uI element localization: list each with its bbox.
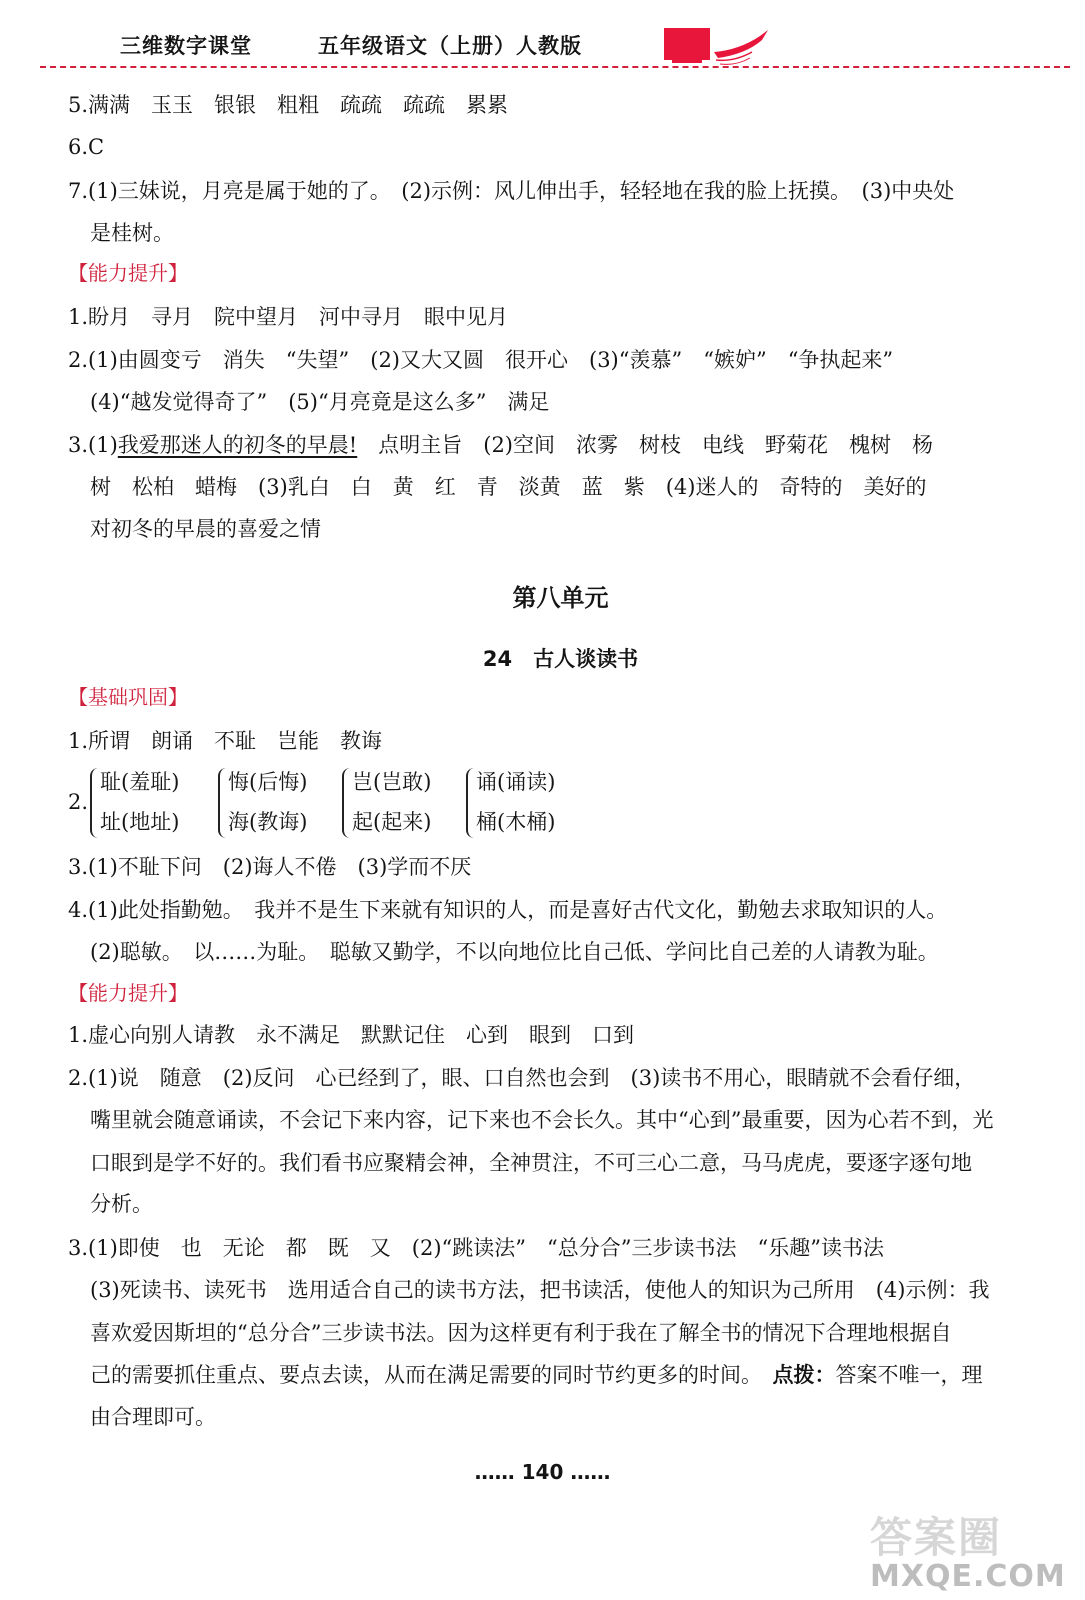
answer-text: 答案不唯一，理 [835, 1363, 983, 1387]
answer-line: 分析。 [90, 1192, 153, 1216]
answer-line: 2.(1)说 随意 (2)反问 心已经到了，眼、口自然也会到 (3)读书不用心，眼睛就不会看仔细， [68, 1066, 976, 1090]
underlined-sentence: 我爱那迷人的初冬的早晨! [117, 433, 358, 457]
answer-line: (4)“越发觉得奇了” (5)“月亮竟是这么多” 满足 [90, 390, 550, 414]
answer-line: 口眼到是学不好的。我们看书应聚精会神，全神贯注，不可三心二意，马马虎虎，要逐字逐句地 [90, 1151, 972, 1175]
header-divider [40, 66, 1070, 68]
answer-line: 1.虚心向别人请教 永不满足 默默记住 心到 眼到 口到 [68, 1023, 635, 1047]
answer-line: 树 松柏 蜡梅 (3)乳白 白 黄 红 青 淡黄 蓝 紫 (4)迷人的 奇特的 美好的 [90, 475, 927, 499]
word-pair-group [68, 762, 668, 844]
section-tag: 【能力提升】 [68, 261, 188, 285]
answer-line: 2.(1)由圆变亏 消失 “失望” (2)又大又圆 很开心 (3)“羡慕” “嫉妒” “争执起来” [68, 348, 894, 372]
watermark-logo [870, 1505, 1080, 1595]
word-pair: 耻(羞耻) 址(地址) [100, 770, 180, 834]
answer-line: 是桂树。 [90, 221, 174, 245]
answer-line: 喜欢爱因斯坦的“总分合”三步读书法。因为这样更有利于我在了解全书的情况下合理地根据自 [90, 1321, 952, 1345]
brace-icon [90, 768, 100, 838]
watermark-title: 答案圈 [870, 1513, 1003, 1562]
answer-text: 己的需要抓住重点、要点去读，从而在满足需要的同时节约更多的时间。 [90, 1363, 773, 1387]
answer-line: 5.满满 玉玉 银银 粗粗 疏疏 疏疏 累累 [68, 93, 509, 117]
answer-line: (2)聪敏。 以……为耻。 聪敏又勤学，不以向地位比自己低、学问比自己差的人请教为耻。 [90, 940, 939, 964]
answer-line: 嘴里就会随意诵读，不会记下来内容，记下来也不会长久。其中“心到”最重要，因为心若不到，光 [90, 1108, 994, 1132]
page-header [0, 0, 1085, 70]
brace-icon [466, 768, 476, 838]
answer-prefix: 2. [68, 790, 89, 814]
page-number: …… 140 …… [474, 1460, 611, 1484]
tip-label: 点拨： [772, 1362, 836, 1387]
answer-line: 由合理即可。 [90, 1405, 216, 1429]
word-pair: 岂(岂敢) 起(起来) [352, 770, 432, 834]
answer-line: 4.(1)此处指勤勉。 我并不是生下来就有知识的人，而是喜好古代文化，勤勉去求取知识的人。 [68, 898, 948, 922]
answer-line: 6.C [68, 135, 105, 159]
answer-line [68, 430, 933, 460]
word-pair: 悔(后悔) 海(教诲) [228, 770, 308, 834]
answer-line: 7.(1)三妹说，月亮是属于她的了。 (2)示例：风儿伸出手，轻轻地在我的脸上抚摸。 (3)中央处 [68, 179, 955, 203]
watermark-url: MXQE.COM [870, 1559, 1066, 1594]
word-pair: 诵(诵读) 桶(木桶) [476, 770, 556, 834]
answer-line: 1.盼月 寻月 院中望月 河中寻月 眼中见月 [68, 305, 509, 329]
brace-icon [342, 768, 352, 838]
answer-line: 1.所谓 朗诵 不耻 岂能 教诲 [68, 729, 383, 753]
unit-title: 第八单元 [512, 584, 609, 612]
section-tag: 【能力提升】 [68, 981, 188, 1005]
answer-line [90, 1360, 983, 1390]
answer-line: 对初冬的早晨的喜爱之情 [90, 517, 321, 541]
answer-line: (3)死读书、读死书 选用适合自己的读书方法，把书读活，使他人的知识为己所用 (4)示例：我 [90, 1278, 990, 1302]
rocket-icon [664, 22, 784, 68]
brace-icon [218, 768, 228, 838]
book-series-title: 三维数字课堂 [120, 34, 252, 58]
answer-text: 点明主旨 (2)空间 浓雾 树枝 电线 野菊花 槐树 杨 [357, 433, 933, 457]
book-edition-title: 五年级语文（上册）人教版 [318, 34, 582, 58]
lesson-title: 24 古人谈读书 [482, 647, 639, 671]
answer-line: 3.(1)不耻下问 (2)诲人不倦 (3)学而不厌 [68, 855, 472, 879]
answer-line: 3.(1)即使 也 无论 都 既 又 (2)“跳读法” “总分合”三步读书法 “乐趣”读书法 [68, 1236, 884, 1260]
section-tag: 【基础巩固】 [68, 685, 188, 709]
answer-prefix: 3.(1) [68, 433, 118, 457]
